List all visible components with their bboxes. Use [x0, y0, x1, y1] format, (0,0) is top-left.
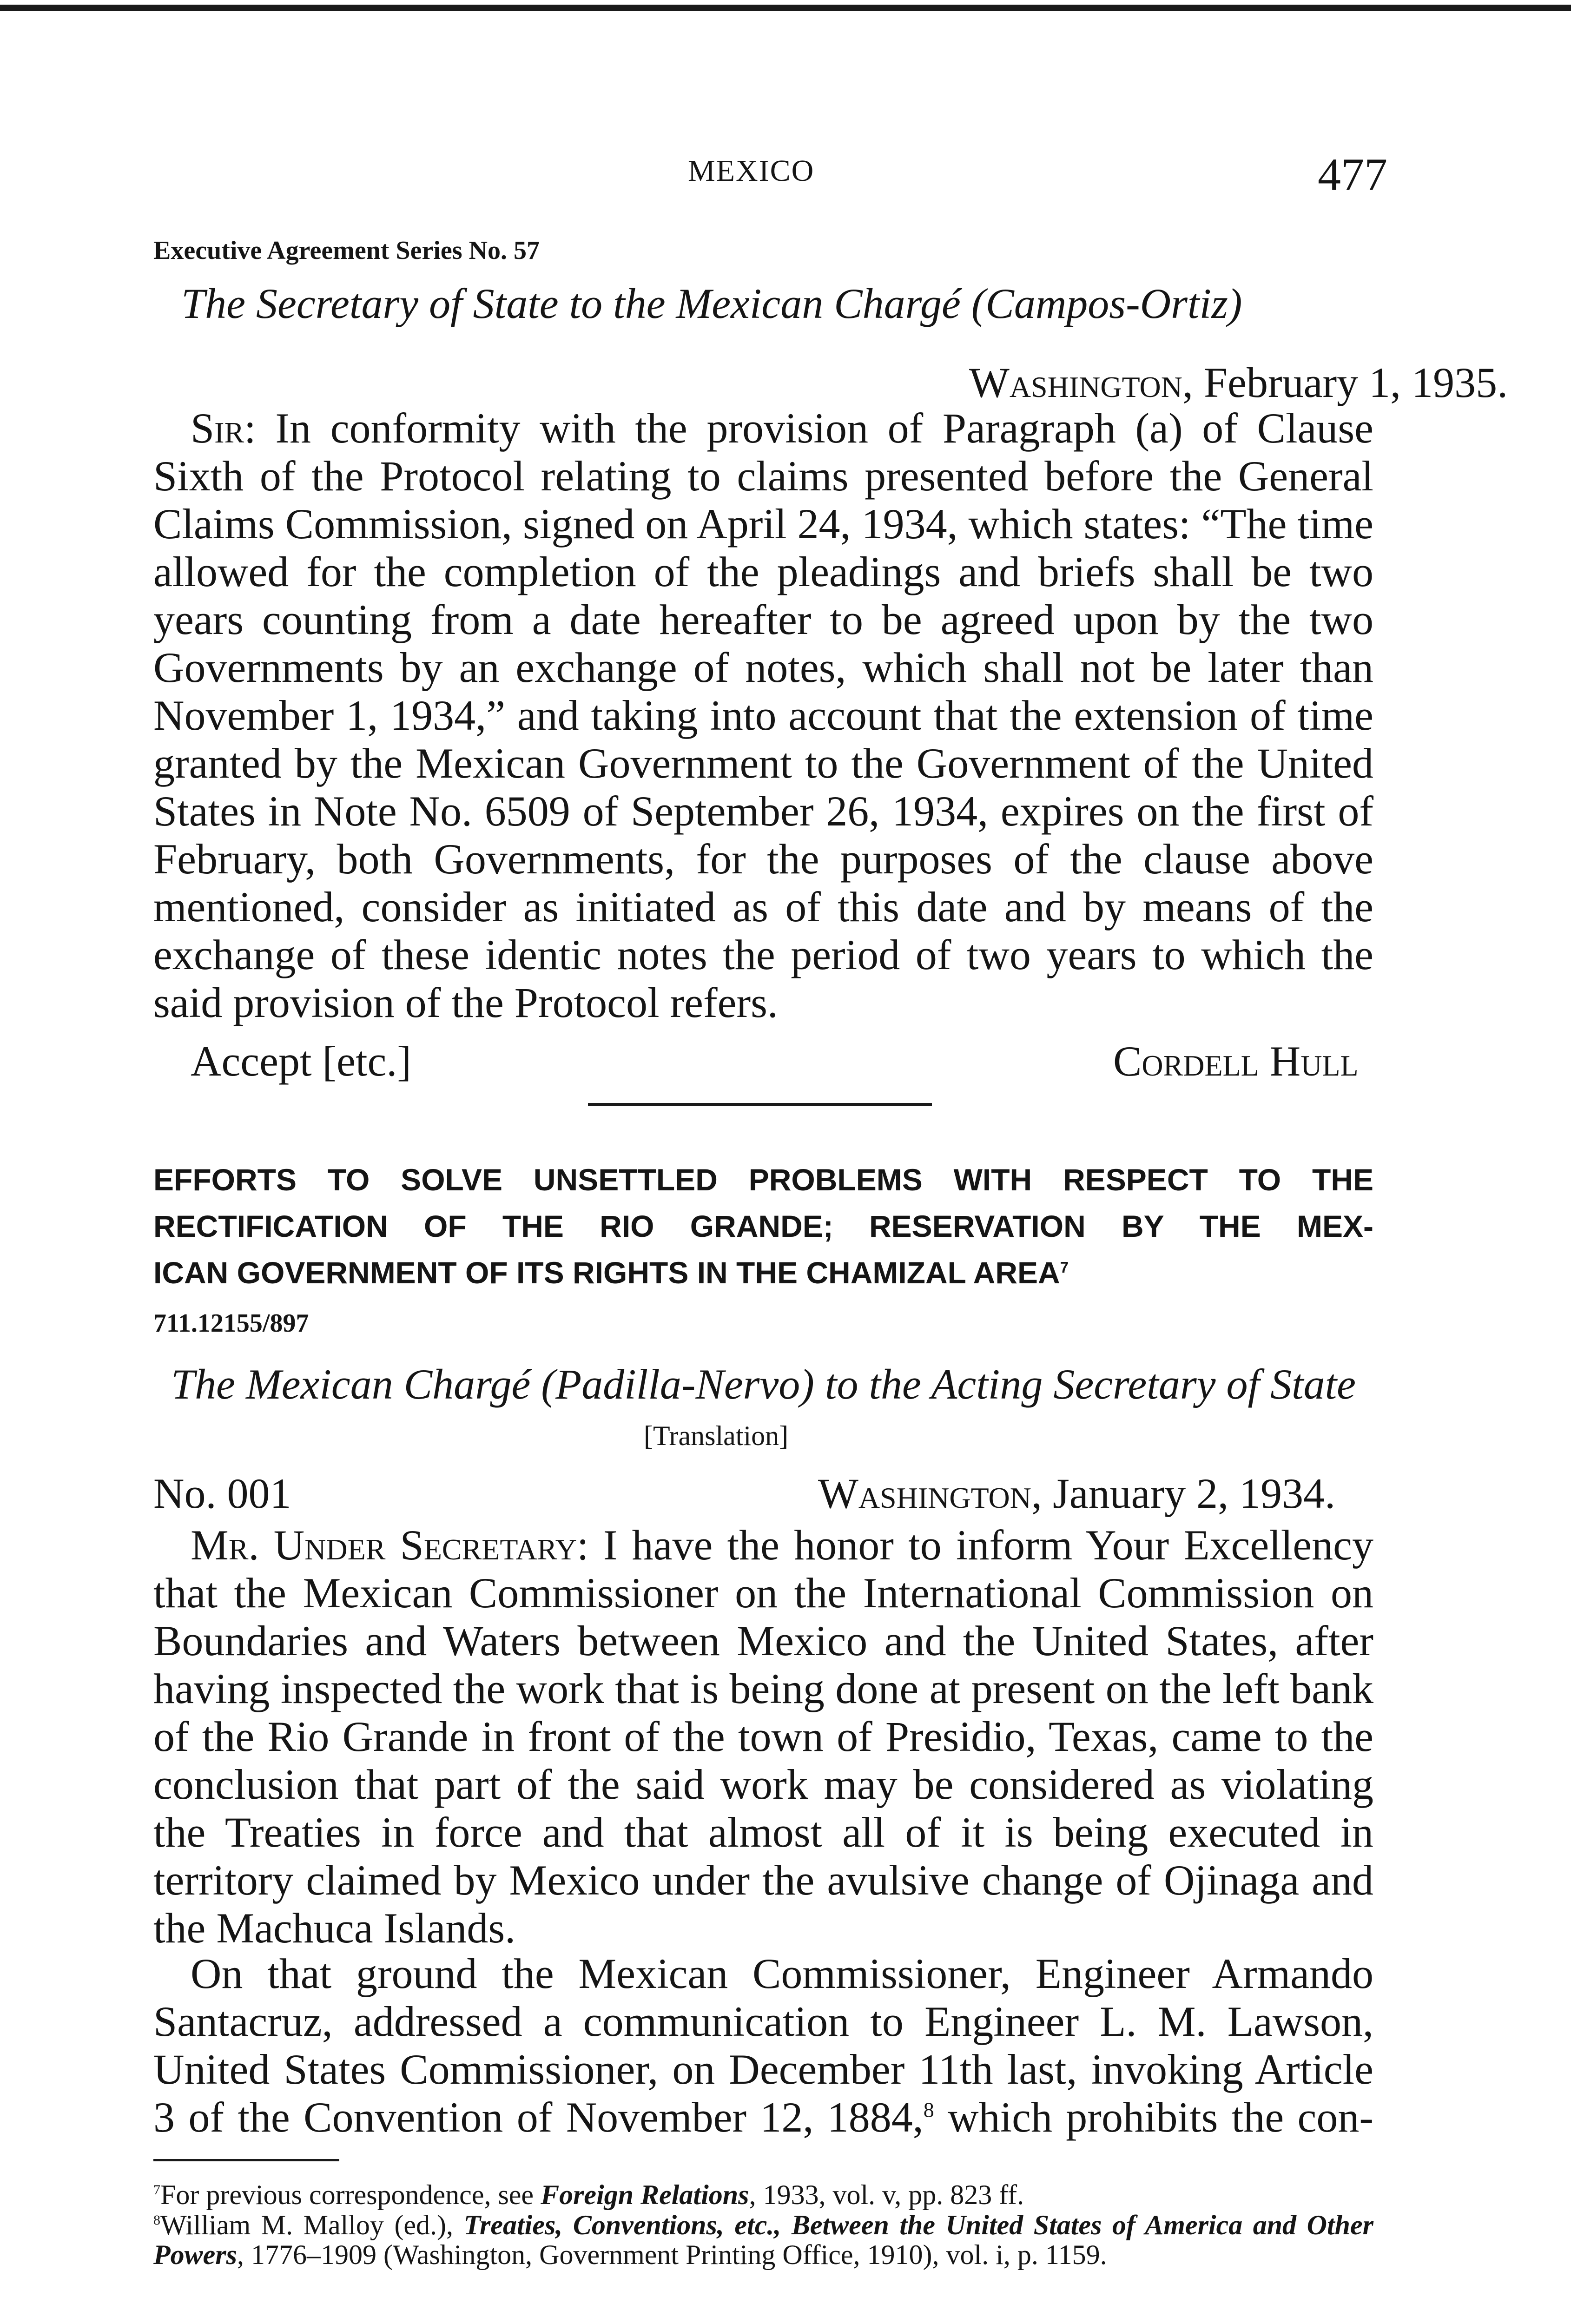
- translation-note: [Translation]: [644, 1420, 789, 1451]
- file-number: 711.12155/897: [153, 1309, 309, 1338]
- section-heading-line: [153, 1249, 1373, 1296]
- salutation: Sir: [191, 404, 244, 452]
- letter-body: [153, 1950, 1373, 2141]
- footnote: [153, 2180, 1024, 2210]
- footnote-mark: 7: [1060, 1259, 1069, 1276]
- letter-body: [153, 404, 1373, 1027]
- page-number: 477: [1318, 149, 1387, 200]
- footnote-text: , 1776–1909 (Washington, Government Printing Office, 1910), vol. i, p. 1159.: [237, 2239, 1107, 2270]
- dateline-date: , January 2, 1934.: [1031, 1470, 1336, 1517]
- salutation: Mr. Under Secretary: [191, 1521, 577, 1569]
- footnote-rule: [153, 2159, 339, 2161]
- dateline-city: Washington: [969, 359, 1182, 406]
- section-heading-line: RECTIFICATION OF THE RIO GRANDE; RESERVATION BY THE MEX-: [153, 1209, 1373, 1243]
- dateline-city: Washington: [818, 1470, 1031, 1517]
- closing: Accept [etc.]: [191, 1037, 412, 1085]
- letter-body: [153, 1521, 1373, 1952]
- letter-body-text: which prohibits the con-: [934, 2093, 1373, 2141]
- footnote-mark: 8: [153, 2212, 160, 2228]
- signature: Cordell Hull: [1113, 1037, 1359, 1085]
- footnote-title: Treaties, Conventions, etc., Between the United States of America and Other Powers: [153, 2210, 1373, 2270]
- footnote: [153, 2210, 1373, 2270]
- note-number: No. 001: [153, 1470, 291, 1517]
- footnote-text: For previous correspondence, see: [160, 2179, 541, 2210]
- section-heading: [153, 1156, 1373, 1296]
- running-head: MEXICO: [688, 154, 815, 188]
- footnote-title: Foreign Relations: [541, 2179, 749, 2210]
- section-divider: [588, 1103, 932, 1106]
- dateline: [818, 1469, 1335, 1518]
- footnote-text: , 1933, vol. v, pp. 823 ff.: [749, 2179, 1024, 2210]
- section-heading-line: EFFORTS TO SOLVE UNSETTLED PROBLEMS WITH RESPECT TO THE: [153, 1162, 1373, 1197]
- footnote-mark: 7: [153, 2182, 160, 2198]
- dateline-date: , February 1, 1935.: [1182, 359, 1508, 406]
- footnote-mark: 8: [923, 2098, 934, 2122]
- footnote-text: William M. Malloy (ed.),: [160, 2210, 464, 2240]
- section-heading-text: ICAN GOVERNMENT OF ITS RIGHTS IN THE CHAMIZAL AREA: [153, 1255, 1060, 1290]
- letter-body-text: On that ground the Mexican Commissioner, Engineer Armando Santacruz, addressed a communication to Engineer L. M. Lawson, United States Commissioner, on December 11th last, invoking Article 3 of the Convention of November 12, 1884,: [153, 1950, 1373, 2141]
- letter-body-text: : I have the honor to inform Your Excellency that the Mexican Commissioner on the International Commission on Boundaries and Waters between Mexico and the United States, after having inspected the work that is being done at present on the left bank of the Rio Grande in front of the town of Presidio, Texas, came to the conclusion that part of the said work may be considered as violating the Treaties in force and that almost all of it is being executed in territory claimed by Mexico under the avulsive change of Ojinaga and the Machuca Islands.: [153, 1521, 1373, 1952]
- letter-body-text: : In conformity with the provision of Paragraph (a) of Clause Sixth of the Protocol relating to claims presented before the General Claims Commission, signed on April 24, 1934, which states: “The time allowed for the completion of the pleadings and briefs shall be two years counting from a date hereafter to be agreed upon by the two Governments by an exchange of notes, which shall not be later than November 1, 1934,” and taking into account that the extension of time granted by the Mexican Government to the Government of the United States in Note No. 6509 of September 26, 1934, expires on the first of February, both Governments, for the purposes of the clause above mentioned, consider as initiated as of this date and by means of the exchange of these identic notes the period of two years to which the said provision of the Protocol refers.: [153, 404, 1373, 1026]
- letter-title: The Mexican Chargé (Padilla-Nervo) to the Acting Secretary of State: [171, 1360, 1356, 1408]
- top-edge-rule: [0, 5, 1571, 11]
- series-line: Executive Agreement Series No. 57: [153, 236, 540, 265]
- letter-title: The Secretary of State to the Mexican Chargé (Campos-Ortiz): [181, 280, 1242, 327]
- dateline: [969, 358, 1508, 407]
